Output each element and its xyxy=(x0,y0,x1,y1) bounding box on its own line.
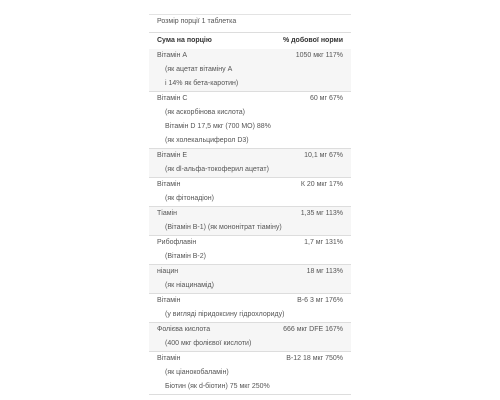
nutrient-name: (у вигляді піридоксину гідрохлориду) xyxy=(165,311,285,318)
row-line xyxy=(149,337,351,351)
header-amount-per-serving: Сума на порцію xyxy=(157,37,212,44)
nutrient-name: (як ціанокобаламін) xyxy=(165,369,229,376)
nutrient-name: (Вітамін B-2) xyxy=(165,253,206,260)
nutrient-name: Вітамін A xyxy=(157,52,188,59)
nutrient-value: 1050 мкг 117% xyxy=(295,52,343,59)
nutrient-name: Вітамін xyxy=(157,181,181,188)
nutrient-name: (як аскорбінова кислота) xyxy=(165,109,245,116)
nutrient-value: 1,35 мг 113% xyxy=(300,210,343,217)
nutrient-value: 18 мг 113% xyxy=(306,268,343,275)
row-line xyxy=(149,236,351,250)
row-line xyxy=(149,49,351,63)
table-row xyxy=(149,323,351,352)
row-line xyxy=(149,323,351,337)
nutrient-value: B-6 3 мг 176% xyxy=(297,297,343,304)
row-line xyxy=(149,149,351,163)
nutrient-name: Тіамін xyxy=(157,210,177,217)
nutrient-value: 10,1 мг 67% xyxy=(304,152,343,159)
nutrient-name: (як ацетат вітаміну A xyxy=(165,66,233,73)
nutrient-name: (Вітамін B-1) (як мононітрат тіаміну) xyxy=(165,224,282,231)
row-line xyxy=(149,134,351,148)
table-row xyxy=(149,265,351,294)
row-line xyxy=(149,106,351,120)
row-line xyxy=(149,163,351,177)
nutrient-value: 60 мг 67% xyxy=(309,95,343,102)
row-line xyxy=(149,221,351,235)
nutrient-value: 666 мкг DFE 167% xyxy=(283,326,343,333)
nutrient-name: ніацин xyxy=(157,268,179,275)
header-daily-value: % добової норми xyxy=(282,37,343,44)
serving-size-label: Розмір порції 1 таблетка xyxy=(157,18,237,25)
table-row xyxy=(149,352,351,395)
row-line xyxy=(149,192,351,206)
nutrient-name: і 14% як бета-каротин) xyxy=(165,80,239,87)
table-header xyxy=(149,32,351,50)
nutrient-name: (як холекальциферол D3) xyxy=(165,137,249,144)
nutrient-name: Вітамін xyxy=(157,297,181,304)
nutrient-name: Вітамін D 17,5 мкг (700 МО) 88% xyxy=(165,123,271,130)
nutrient-name: Вітамін xyxy=(157,355,181,362)
table-row xyxy=(149,178,351,207)
row-line xyxy=(149,178,351,192)
row-line xyxy=(149,250,351,264)
row-line xyxy=(149,308,351,322)
nutrient-rows xyxy=(149,49,351,395)
nutrient-name: Біотин (як d-біотин) 75 мкг 250% xyxy=(165,383,270,390)
row-line xyxy=(149,294,351,308)
nutrient-name: Вітамін E xyxy=(157,152,188,159)
nutrient-name: Вітамін C xyxy=(157,95,188,102)
nutrient-value: 1,7 мг 131% xyxy=(304,239,343,246)
nutrient-value: B-12 18 мкг 750% xyxy=(286,355,343,362)
row-line xyxy=(149,120,351,134)
nutrient-value: К 20 мкг 17% xyxy=(300,181,343,188)
top-divider xyxy=(149,14,351,15)
row-line xyxy=(149,352,351,366)
row-line xyxy=(149,265,351,279)
table-row xyxy=(149,294,351,323)
nutrient-name: (як ніацинамід) xyxy=(165,282,214,289)
row-line xyxy=(149,207,351,221)
row-line xyxy=(149,77,351,91)
table-row xyxy=(149,92,351,149)
row-line xyxy=(149,279,351,293)
nutrient-name: Фолієва кислота xyxy=(157,326,211,333)
nutrient-name: (як dl-альфа-токоферил ацетат) xyxy=(165,166,269,173)
table-row xyxy=(149,236,351,265)
row-line xyxy=(149,63,351,77)
nutrient-name: (як фітонадіон) xyxy=(165,195,214,202)
row-line xyxy=(149,92,351,106)
nutrient-name: Рибофлавін xyxy=(157,239,197,246)
table-row xyxy=(149,49,351,92)
table-row xyxy=(149,149,351,178)
supplement-facts-panel xyxy=(149,14,351,400)
row-line xyxy=(149,380,351,394)
row-line xyxy=(149,366,351,380)
nutrient-name: (400 мкг фолієвої кислоти) xyxy=(165,340,252,347)
table-row xyxy=(149,207,351,236)
